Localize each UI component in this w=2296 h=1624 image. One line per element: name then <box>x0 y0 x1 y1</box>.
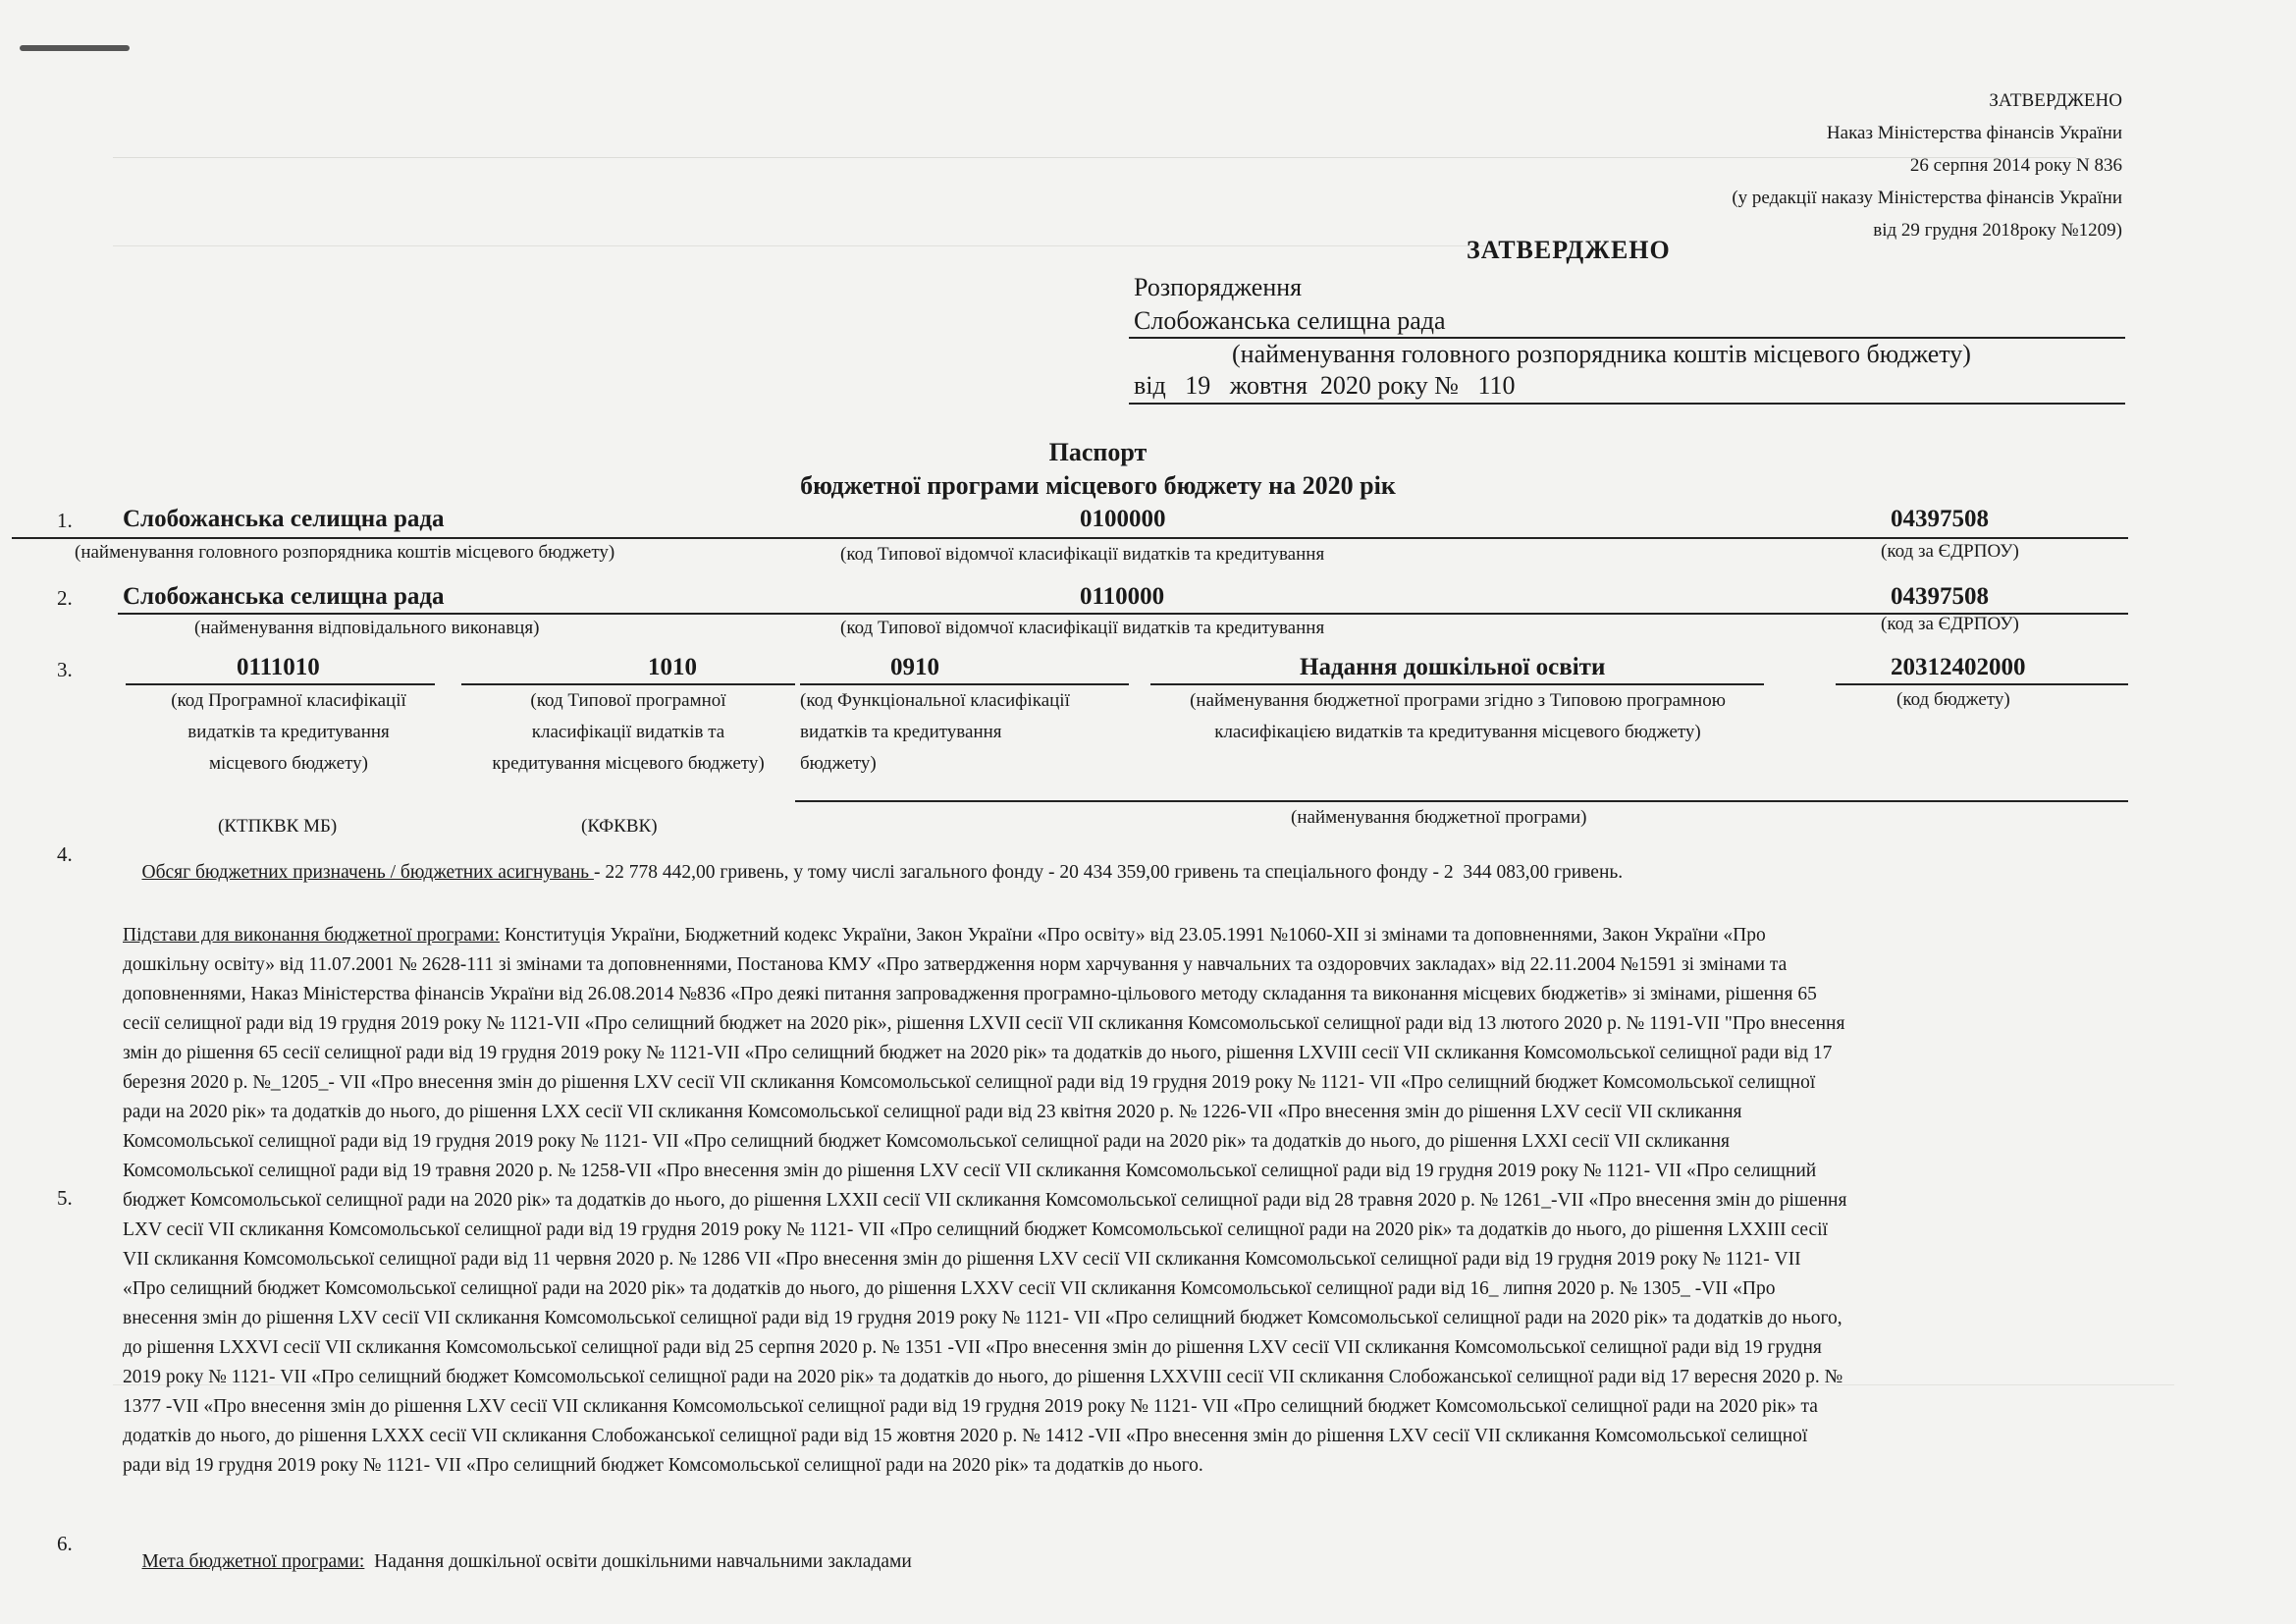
item5-line: внесення змін до рішення LXV сесії VII скликання Комсомольської селищної ради від 19 грудня 2019 року № 1121- VII «Про селищний бюджет Комсомольської селищної ради на 2020 рік» та додатків до нього, <box>123 1308 1842 1328</box>
item6-value: Надання дошкільної освіти дошкільними навчальними закладами <box>364 1551 912 1572</box>
scan-mark <box>20 45 130 51</box>
caption-line: (найменування бюджетної програми згідно з Типовою програмною <box>1190 690 1726 711</box>
row3-kpk-abbr: (КТПКВК МБ) <box>218 816 338 837</box>
order-underline <box>1129 403 2125 405</box>
caption-line: (код Функціональної класифікації <box>800 690 1070 711</box>
item5-line: бюджет Комсомольської селищної ради на 2020 рік» та додатків до нього, до рішення LXXII сесії VII скликання Комсомольської селищної ради від 28 травня 2020 р. № 1261_-VII «Про внесення змін до рішення <box>123 1190 1847 1211</box>
item-number: 6. <box>57 1532 73 1555</box>
item5-line: LXV сесії VII скликання Комсомольської селищної ради від 19 грудня 2019 року № 1121- VII «Про селищний бюджет Комсомольської селищної ради на 2020 рік» та додатків до нього, до рішення LXXIII сесії <box>123 1219 1828 1240</box>
row3-kpk: 0111010 <box>237 654 320 680</box>
row2-name: Слобожанська селищна рада <box>123 583 445 610</box>
row1-edrpou-caption: (код за ЄДРПОУ) <box>1881 541 2019 562</box>
row-number: 3. <box>57 658 73 681</box>
item5-text <box>123 921 2130 1481</box>
approval-line: 26 серпня 2014 року N 836 <box>1909 155 2122 176</box>
item4-text <box>123 840 1623 905</box>
caption-line: бюджету) <box>800 753 877 774</box>
item5-line: сесії селищної ради від 19 грудня 2019 року № 1121-VII «Про селищний бюджет на 2020 рік», рішення LXVII сесії VII скликання Комсомольської селищної ради від 13 лютого 2020 р. № 1191-VII "Про внесення <box>123 1013 1845 1034</box>
item5-line: ради на 2020 рік» та додатків до нього, до рішення LXX сесії VII скликання Комсомольської селищної ради від 23 квітня 2020 р. № 1226-VII «Про внесення змін до рішення LXV сесії VII скликання <box>123 1102 1742 1122</box>
item6-label: Мета бюджетної програми: <box>141 1551 365 1572</box>
row1-edrpou: 04397508 <box>1891 506 1989 532</box>
order-date: від 19 жовтня 2020 року № 110 <box>1134 371 1516 400</box>
item5-line: доповненнями, Наказ Міністерства фінансів України від 26.08.2014 №836 «Про деякі питання запровадження програмно-цільового методу складання та виконання місцевих бюджетів» зі змінами, рішення 65 <box>123 984 1817 1004</box>
item5-line: березня 2020 р. №_1205_- VII «Про внесення змін до рішення LXV сесії VII скликання Комсомольської селищної ради від 19 грудня 2019 року № 1121- VII «Про селищний бюджет Комсомольської селищної <box>123 1072 1816 1093</box>
item4-value: - 22 778 442,00 гривень, у тому числі загального фонду - 20 434 359,00 гривень та спеціального фонду - 2 344 083,00 гривень. <box>593 862 1624 883</box>
item5-line: 2019 року № 1121- VII «Про селищний бюджет Комсомольської селищної ради на 2020 рік» та додатків до нього, до рішення LXXVIII сесії VII скликання Слобожанської селищної ради від 17 вересня 2020 р. № <box>123 1367 1843 1387</box>
approval-line: Наказ Міністерства фінансів України <box>1826 123 2122 143</box>
row2-name-caption: (найменування відповідального виконавця) <box>194 618 540 638</box>
item5-line: змін до рішення 65 сесії селищної ради від 19 грудня 2019 року № 1121-VII «Про селищний бюджет на 2020 рік» та додатків до нього, рішення LXVIII сесії VII скликання Комсомольської селищної ради від 17 <box>123 1043 1833 1063</box>
row1-code-caption: (код Типової відомчої класифікації видатків та кредитування <box>840 544 1325 565</box>
approval-block <box>1239 84 2122 246</box>
caption-line: (код Типової програмної <box>530 690 726 711</box>
item5-label: Підстави для виконання бюджетної програми: <box>123 925 501 946</box>
caption-line: класифікації видатків та <box>531 722 725 742</box>
item5-line: VII скликання Комсомольської селищної ради від 11 червня 2020 р. № 1286 VII «Про внесення змін до рішення LXV сесії VII скликання Комсомольської селищної ради від 19 грудня 2019 року № 1121- VII <box>123 1249 1801 1270</box>
item-number: 5. <box>57 1186 73 1210</box>
row3-program-caption <box>1139 685 1777 748</box>
row1-name: Слобожанська селищна рада <box>123 506 445 532</box>
item-number: 4. <box>57 842 73 866</box>
item5-line-text: Конституція України, Бюджетний кодекс України, Закон України «Про освіту» від 23.05.1991 №1060-XII зі змінами та доповненнями, Закон України «Про <box>500 925 1766 946</box>
item5-line: додатків до нього, до рішення LXXX сесії VII скликання Слобожанської селищної ради від 15 жовтня 2020 р. № 1412 -VII «Про внесення змін до рішення LXV сесії VII скликання Комсомольської селищної <box>123 1426 1808 1446</box>
passport-title: Паспорт <box>1048 438 1148 466</box>
item5-line: 1377 -VII «Про внесення змін до рішення LXV сесії VII скликання Комсомольської селищної ради від 19 грудня 2019 року № 1121- VII «Про селищний бюджет Комсомольської селищної ради на 2020 рік» та <box>123 1396 1818 1417</box>
row3-budget-caption: (код бюджету) <box>1896 689 2010 710</box>
row3-kpk-caption <box>126 685 452 780</box>
row1-code: 0100000 <box>1080 506 1166 532</box>
caption-line: класифікацією видатків та кредитування місцевого бюджету) <box>1214 722 1701 742</box>
approval-line: ЗАТВЕРДЖЕНО <box>1989 90 2122 111</box>
item5-line: «Про селищний бюджет Комсомольської селищної ради на 2020 рік» та додатків до нього, до рішення LXXV сесії VII скликання Комсомольської селищної ради від 16_ липня 2020 р. № 1305_ -VII «Про <box>123 1278 1776 1299</box>
row2-code: 0110000 <box>1080 583 1165 610</box>
approval-line: від 29 грудня 2018року №1209) <box>1873 220 2122 241</box>
row2-edrpou: 04397508 <box>1891 583 1989 610</box>
row1-name-caption: (найменування головного розпорядника коштів місцевого бюджету) <box>75 542 615 563</box>
item5-line: Комсомольської селищної ради від 19 грудня 2019 року № 1121- VII «Про селищний бюджет Комсомольської селищної ради на 2020 рік» та додатків до нього, до рішення LXXI сесії VII скликання <box>123 1131 1730 1152</box>
order-org: Слобожанська селищна рада <box>1134 306 1446 335</box>
row3-kfk-abbr: (КФКВК) <box>581 816 658 837</box>
caption-line: видатків та кредитування <box>187 722 390 742</box>
caption-line: видатків та кредитування <box>800 722 1002 742</box>
row3-kfk: 1010 <box>648 654 697 680</box>
row3-kfk-caption <box>461 685 795 780</box>
caption-line: місцевого бюджету) <box>208 753 368 774</box>
item6-text <box>123 1530 912 1595</box>
row2-edrpou-caption: (код за ЄДРПОУ) <box>1881 614 2019 634</box>
order-org-caption: (найменування головного розпорядника коштів місцевого бюджету) <box>1232 340 1971 368</box>
row3-program: Надання дошкільної освіти <box>1300 654 1606 680</box>
caption-line: кредитування місцевого бюджету) <box>492 753 765 774</box>
passport-subtitle: бюджетної програми місцевого бюджету на 2020 рік <box>800 471 1396 500</box>
order-title: ЗАТВЕРДЖЕНО <box>1467 236 1671 264</box>
row-number: 1. <box>57 509 73 532</box>
order-underline <box>1129 337 2125 339</box>
row3-func-caption <box>800 685 1153 780</box>
order-doc: Розпорядження <box>1134 273 1303 301</box>
item5-line: дошкільну освіту» від 11.07.2001 № 2628-111 зі змінами та доповненнями, Постанова КМУ «Про затвердження норм харчування у навчальних та оздоровчих закладах» від 22.11.2004 №1591 зі змінами та <box>123 954 1788 975</box>
item4-label: Обсяг бюджетних призначень / бюджетних асигнувань <box>141 862 594 883</box>
row3-func: 0910 <box>890 654 939 680</box>
item5-line <box>123 921 2130 950</box>
item5-line: ради від 19 грудня 2019 року № 1121- VII «Про селищний бюджет Комсомольської селищної ради на 2020 рік» та додатків до нього. <box>123 1455 1203 1476</box>
item5-line: до рішення LXXVI сесії VII скликання Комсомольської селищної ради від 25 серпня 2020 р. № 1351 -VII «Про внесення змін до рішення LXV сесії VII скликання Комсомольської селищної ради від 19 грудня <box>123 1337 1822 1358</box>
caption-line: (код Програмної класифікації <box>171 690 406 711</box>
row3-budget-code: 20312402000 <box>1891 654 2026 680</box>
row-number: 2. <box>57 586 73 610</box>
approval-line: (у редакції наказу Міністерства фінансів України <box>1732 188 2122 208</box>
row3-program-name-caption: (найменування бюджетної програми) <box>1291 807 1587 828</box>
row2-code-caption: (код Типової відомчої класифікації видатків та кредитування <box>840 618 1325 638</box>
item5-line: Комсомольської селищної ради від 19 травня 2020 р. № 1258-VII «Про внесення змін до рішення LXV сесії VII скликання Комсомольської селищної ради від 19 грудня 2019 року № 1121- VII «Про селищний <box>123 1161 1817 1181</box>
